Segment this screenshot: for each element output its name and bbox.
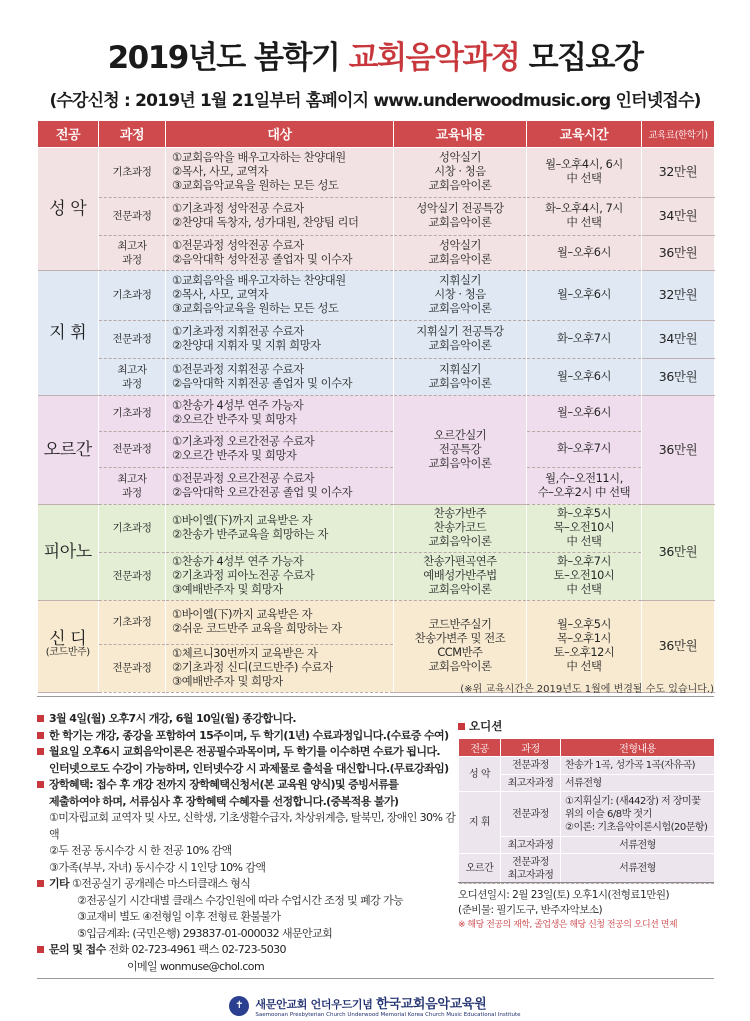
major-synth bbox=[38, 600, 99, 692]
time-cell: 월–오후6시 bbox=[527, 270, 642, 320]
fee-cell: 32만원 bbox=[642, 270, 715, 320]
info-item: 장학혜택: 접수 후 개강 전까지 장학혜택신청서(본 교육원 양식)및 증빙서류를 bbox=[37, 777, 457, 794]
audition-date: 오디션일시: 2월 23일(토) 오후1시(전형료1만원) bbox=[458, 889, 670, 901]
table-row bbox=[38, 197, 715, 235]
time-cell: 월–오후6시 bbox=[527, 395, 642, 431]
institute-name-en: Saemoonan Presbyterian Church Underwood Memorial Korea Church Music Educational Institute bbox=[255, 1012, 521, 1018]
course-cell: 최고자 과정 bbox=[99, 235, 166, 270]
info-line: ②두 전공 동시수강 시 한 전공 10% 감액 bbox=[49, 844, 232, 857]
course-cell: 전문과정 bbox=[99, 197, 166, 235]
header-course: 과정 bbox=[99, 121, 166, 147]
time-cell: 화–오후7시 bbox=[527, 320, 642, 358]
course-cell: 최고자 과정 bbox=[99, 358, 166, 395]
table-row: 오르간 전문과정 최고자과정 서류전형 bbox=[459, 854, 715, 884]
audition-title: 오디션 bbox=[458, 718, 714, 734]
divider bbox=[37, 978, 714, 979]
content-cell: 찬송가반주 찬송가코드 교회음악이론 bbox=[394, 504, 527, 552]
table-row bbox=[38, 270, 715, 320]
time-cell: 월–오후6시 bbox=[527, 235, 642, 270]
time-cell: 화–오후7시 토–오전10시 中 선택 bbox=[527, 552, 642, 600]
target-cell: ①바이엘(下)까지 교육받은 자 ②쉬운 코드반주 교육을 희망하는 자 bbox=[166, 600, 394, 644]
major-vocal: 성 악 bbox=[38, 147, 99, 270]
course-table bbox=[37, 121, 715, 693]
course-cell: 기초과정 bbox=[99, 147, 166, 197]
info-section bbox=[37, 711, 457, 975]
course-cell: 기초과정 bbox=[99, 270, 166, 320]
course-cell: 기초과정 bbox=[99, 600, 166, 644]
table-row bbox=[38, 600, 715, 644]
target-cell: ①전문과정 성악전공 수료자 ②음악대학 성악전공 졸업자 및 이수자 bbox=[166, 235, 394, 270]
table-row bbox=[38, 395, 715, 431]
target-cell: ①찬송가 4성부 연주 가능자 ②오르간 반주자 및 희망자 bbox=[166, 395, 394, 431]
target-cell: ①체르니30번까지 교육받은 자 ②기초과정 신디(코드반주) 수료자 ③예배반주자 및 희망자 bbox=[166, 644, 394, 692]
fee-cell: 36만원 bbox=[642, 600, 715, 692]
fee-cell: 36만원 bbox=[642, 504, 715, 600]
info-line: ⑤입금계좌: (국민은행) 293837-01-000032 새문안교회 bbox=[77, 926, 333, 940]
audition-table bbox=[458, 738, 715, 884]
table-row bbox=[38, 552, 715, 600]
content-cell: 성악실기 시창 · 청음 교회음악이론 bbox=[394, 147, 527, 197]
bullet-icon bbox=[37, 781, 44, 788]
fee-cell: 36만원 bbox=[642, 358, 715, 395]
content-cell: 오르간실기 전공특강 교회음악이론 bbox=[394, 395, 527, 504]
schedule-note: (※위 교육시간은 2019년도 1월에 변경될 수도 있습니다.) bbox=[460, 684, 714, 695]
table-row bbox=[38, 467, 715, 504]
fee-cell: 36만원 bbox=[642, 395, 715, 504]
course-cell: 전문과정 bbox=[99, 644, 166, 692]
time-cell: 월–오후4시, 6시 中 선택 bbox=[527, 147, 642, 197]
audition-section bbox=[458, 718, 714, 884]
info-line: ③교재비 별도 ④전형일 이후 전형료 환불불가 bbox=[77, 910, 281, 923]
institute-logo-icon: ✝ bbox=[229, 996, 249, 1016]
bullet-icon bbox=[458, 723, 465, 730]
time-cell: 월–오후5시 목–오후1시 토–오후12시 中 선택 bbox=[527, 600, 642, 692]
table-row bbox=[38, 358, 715, 395]
content-cell: 지휘실기 교회음악이론 bbox=[394, 358, 527, 395]
info-item: 3월 4일(월) 오후7시 개강, 6월 10일(월) 종강합니다. bbox=[37, 711, 457, 728]
course-cell: 기초과정 bbox=[99, 395, 166, 431]
header-content: 교육내용 bbox=[394, 121, 527, 147]
header-time: 교육시간 bbox=[527, 121, 642, 147]
audition-header-row: 전공 과정 전형내용 bbox=[459, 739, 715, 757]
content-cell: 찬송가편곡연주 예배성가반주법 교회음악이론 bbox=[394, 552, 527, 600]
bullet-icon bbox=[37, 880, 44, 887]
info-line: 인터넷으로도 수강이 가능하며, 인터넷수강 시 과제물로 출석을 대신합니다.(무료강좌임) bbox=[49, 761, 449, 775]
info-line: ①미자립교회 교역자 및 사모, 신학생, 기초생활수급자, 차상위계층, 탈북민, 장애인 30% 감액 bbox=[49, 811, 456, 841]
major-synth-name: 신 디 bbox=[49, 629, 87, 649]
info-line: ②전공실기 시간대별 클래스 수강인원에 따라 수업시간 조정 및 폐강 가능 bbox=[77, 893, 404, 907]
audition-prep: (준비물: 필기도구, 반주자악보소) bbox=[458, 904, 603, 916]
content-cell: 코드반주실기 찬송가변주 및 전조 CCM반주 교회음악이론 bbox=[394, 600, 527, 692]
info-line: ③가족(부부, 자녀) 동시수강 시 1인당 10% 감액 bbox=[49, 860, 266, 874]
bullet-icon bbox=[37, 732, 44, 739]
fee-cell: 36만원 bbox=[642, 235, 715, 270]
course-cell: 전문과정 bbox=[99, 320, 166, 358]
header-fee: 교육료(한학기) bbox=[642, 121, 715, 147]
course-cell: 기초과정 bbox=[99, 504, 166, 552]
major-synth-sub: (코드반주) bbox=[45, 647, 90, 658]
table-row: 최고자과정 서류전형 bbox=[459, 837, 715, 854]
info-item: 문의 및 접수 전화 02-723-4961 팩스 02-723-5030 bbox=[37, 942, 457, 959]
content-cell: 성악실기 전공특강 교회음악이론 bbox=[394, 197, 527, 235]
fee-cell: 34만원 bbox=[642, 320, 715, 358]
table-row bbox=[38, 320, 715, 358]
target-cell: ①교회음악을 배우고자하는 찬양대원 ②목사, 사모, 교역자 ③교회음악교육을 원하는 모든 성도 bbox=[166, 147, 394, 197]
target-cell: ①기초과정 성악전공 수료자 ②찬양대 독창자, 성가대원, 찬양팀 리더 bbox=[166, 197, 394, 235]
footer bbox=[0, 993, 750, 1018]
table-row bbox=[38, 147, 715, 197]
header-target: 대상 bbox=[166, 121, 394, 147]
table-row bbox=[38, 235, 715, 270]
time-cell: 월–오후6시 bbox=[527, 358, 642, 395]
target-cell: ①바이엘(下)까지 교육받은 자 ②찬송가 반주교육을 희망하는 자 bbox=[166, 504, 394, 552]
course-cell: 최고자 과정 bbox=[99, 467, 166, 504]
major-conducting: 지 휘 bbox=[38, 270, 99, 395]
page-subtitle: (수강신청 : 2019년 1월 21일부터 홈페이지 www.underwoodmusic.org 인터넷접수) bbox=[49, 91, 701, 111]
header-major: 전공 bbox=[38, 121, 99, 147]
table-row: 성 악 전문과정 찬송가 1곡, 성가곡 1곡(자유곡) bbox=[459, 757, 715, 775]
info-item: 기타 ①전공실기 공개레슨 마스터클래스 형식 bbox=[37, 876, 457, 893]
target-cell: ①기초과정 지휘전공 수료자 ②찬양대 지휘자 및 지휘 희망자 bbox=[166, 320, 394, 358]
table-row: 지 휘 전문과정 ①지휘실기: (새442장) 저 장미꽃 위의 이슬 6/8박 젓기 ②이론: 기초음악이론시험(20문항) bbox=[459, 792, 715, 837]
course-cell: 전문과정 bbox=[99, 431, 166, 467]
table-row bbox=[38, 431, 715, 467]
divider bbox=[37, 696, 714, 697]
bullet-icon bbox=[37, 715, 44, 722]
time-cell: 월,수–오전11시, 수–오후2시 中 선택 bbox=[527, 467, 642, 504]
bullet-icon bbox=[37, 946, 44, 953]
major-piano: 피아노 bbox=[38, 504, 99, 600]
target-cell: ①전문과정 지휘전공 수료자 ②음악대학 지휘전공 졸업자 및 이수자 bbox=[166, 358, 394, 395]
fee-cell: 34만원 bbox=[642, 197, 715, 235]
audition-note bbox=[458, 882, 714, 933]
audition-warning: ※ 해당 전공의 재학, 졸업생은 해당 신청 전공의 오디션 면제 bbox=[458, 920, 678, 930]
target-cell: ①교회음악을 배우고자하는 찬양대원 ②목사, 사모, 교역자 ③교회음악교육을 원하는 모든 성도 bbox=[166, 270, 394, 320]
content-cell: 지휘실기 시창 · 청음 교회음악이론 bbox=[394, 270, 527, 320]
bullet-icon bbox=[37, 748, 44, 755]
target-cell: ①찬송가 4성부 연주 가능자 ②기초과정 피아노전공 수료자 ③예배반주자 및 희망자 bbox=[166, 552, 394, 600]
table-row: 최고자과정 서류전형 bbox=[459, 775, 715, 792]
info-line: 제출하여야 하며, 서류심사 후 장학혜택 수혜자를 선정합니다.(중복적용 불가) bbox=[49, 794, 399, 808]
info-line: 이메일 wonmuse@chol.com bbox=[127, 959, 265, 973]
content-cell: 성악실기 교회음악이론 bbox=[394, 235, 527, 270]
major-organ: 오르간 bbox=[38, 395, 99, 504]
table-row bbox=[38, 504, 715, 552]
target-cell: ①기초과정 오르간전공 수료자 ②오르간 반주자 및 희망자 bbox=[166, 431, 394, 467]
institute-name: 새문안교회 언더우드기념 한국교회음악교육원 bbox=[255, 997, 487, 1012]
fee-cell: 32만원 bbox=[642, 147, 715, 197]
info-item: 월요일 오후6시 교회음악이론은 전공필수과목이며, 두 학기를 이수하면 수료가 됩니다. bbox=[37, 744, 457, 761]
time-cell: 화–오후4시, 7시 中 선택 bbox=[527, 197, 642, 235]
time-cell: 화–오후5시 목–오전10시 中 선택 bbox=[527, 504, 642, 552]
target-cell: ①전문과정 오르간전공 수료자 ②음악대학 오르간전공 졸업 및 이수자 bbox=[166, 467, 394, 504]
course-cell: 전문과정 bbox=[99, 552, 166, 600]
time-cell: 화–오후7시 bbox=[527, 431, 642, 467]
info-item: 한 학기는 개강, 종강을 포함하여 15주이며, 두 학기(1년) 수료과정입니다.(수료증 수여) bbox=[37, 728, 457, 745]
page-title: 2019년도 봄학기 교회음악과정 모집요강 bbox=[107, 40, 643, 76]
content-cell: 지휘실기 전공특강 교회음악이론 bbox=[394, 320, 527, 358]
table-header-row bbox=[38, 121, 715, 147]
